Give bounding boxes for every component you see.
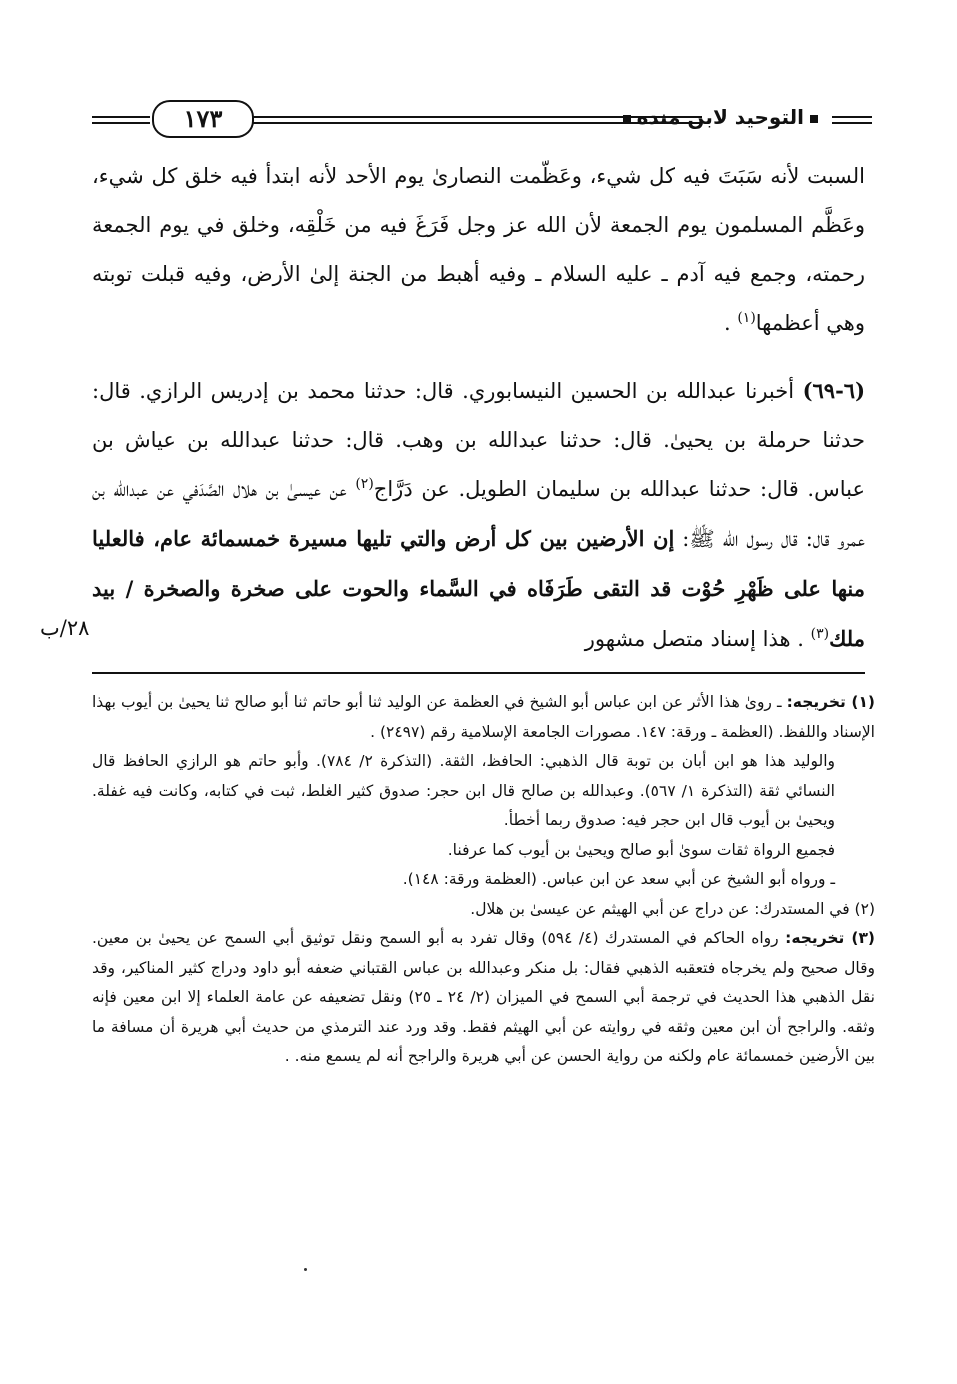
footnote-1-para-3: فجميع الرواة ثقات سوىٰ أبو صالح ويحيىٰ بن أيوب كما عرفنا. (447, 840, 835, 859)
footnote-1 (92, 688, 875, 895)
footnotes (92, 682, 875, 1072)
hadith-number: (٦-٦٩) (802, 378, 865, 403)
paragraph-1-end: . (723, 311, 738, 335)
footnote-1-para-2: والوليد هذا هو ابن أبان بن توبة قال الذهبي: الحافظ، الثقة. (التذكرة ٢/ ٧٨٤). وأبو حاتم هو الرازي الحافظ قال النسائي ثقة (التذكرة ١/ ٥٦٧). وعبدالله بن صالح قال ابن حجر: صدوق كثير الغلط، ثبت في كتابه، وكانت فيه غفلة. ويحيىٰ بن أيوب قال ابن حجر فيه: صدوق ربما أخطأ. (92, 752, 836, 829)
isnad-text-cont: عن عيسىٰ بن هلال الصَّدَفي عن عبدالله بن عمرو قال: قال رسول الله ﷺ: (92, 477, 866, 551)
footnote-1-text: ـ روىٰ هذا الأثر عن ابن عباس أبو الشيخ في العظمة عن الوليد ثنا أبو حاتم ثنا أبو صالح ثنا يحيىٰ بن أيوب بهذا الإسناد واللفظ. (العظمة ـ ورقة: ١٤٧. مصورات الجامعة الإسلامية رقم (٢٤٩٧) . (92, 693, 875, 741)
paragraph-2 (92, 366, 865, 664)
main-text (92, 152, 865, 664)
square-ornament-icon (623, 115, 631, 123)
book-title (617, 100, 824, 134)
footnote-1-label: (١) تخريجه: (786, 693, 875, 711)
page-number: ١٧٣ (152, 100, 254, 138)
header-rule-right (832, 116, 872, 124)
footnote-2: (٢) في المستدرك: عن دراج عن أبي الهيثم عن عيسىٰ بن هلال. (470, 899, 875, 918)
footnote-3-text: رواه الحاكم في المستدرك (٤/ ٥٩٤) وقال تفرد به أبو السمح ونقل توثيق أبي السمح عن يحيىٰ بن معين. وقال صحيح ولم يخرجاه فتعقبه الذهبي فقال: بل منكر وعبدالله بن عباس القتباني ضعفه أبو داود ودراج كثير المناكير، وقد نقل الذهبي هذا الحديث في ترجمة أبي السمح في الميزان (٢/ ٢٤ ـ ٢٥) ونقل تضعيفه عن عامة العلماء إلا ابن معين فإنه وثقه. والراجح أن ابن معين وثقه في روايته عن أبي الهيثم فقط. وقد ورد عند الترمذي من حديث أبي هريرة أن مسافة ما بين الأرضين خمسمائة عام ولكنه من رواية الحسن عن أبي هريرة والراجح أنه لم يسمع منه. . (92, 929, 875, 1065)
footnote-1-main (92, 688, 875, 747)
folio-marker: ٢٨/ب (40, 616, 90, 640)
footnote-3-label: (٣) تخريجه: (785, 929, 875, 947)
print-speck (304, 1268, 307, 1271)
footnote-ref-2: (٢) (355, 476, 374, 492)
book-title-text: التوحيد لابن منده (636, 105, 804, 129)
header-rule-left (92, 116, 150, 124)
footnote-1-para-4: ـ ورواه أبو الشيخ عن أبي سعد عن ابن عباس. (العظمة ورقة: ١٤٨). (402, 870, 835, 888)
footnote-3 (92, 924, 875, 1072)
footnote-divider (92, 672, 865, 674)
footnote-ref-3: (٣) (810, 626, 830, 642)
paragraph-1 (92, 152, 865, 348)
running-header (92, 96, 872, 140)
square-ornament-icon (810, 115, 818, 123)
hadith-matn: إن الأرضين بين كل أرض والتي تليها مسيرة خمسمائة عام، فالعليا منها على ظَهْرِ حُوْت قد التقى طَرَفَاه في السَّماء والحوت على صخرة والصخرة / بيد ملك (92, 526, 865, 651)
paragraph-1-text: السبت لأنه سَبَتَ فيه كل شيء، وعَظّمت النصارىٰ يوم الأحد لأنه ابتدأ فيه خلق كل شيء، وعَظَّم المسلمون يوم الجمعة لأن الله عز وجل فَرَغَ فيه من خَلْقِه، وخلق في يوم الجمعة رحمته، وجمع فيه آدم ـ عليه السلام ـ وفيه أهبط من الجنة إلىٰ الأرض، وفيه قبلت توبته وهي أعظمها (92, 164, 865, 335)
isnad-text: أخبرنا عبدالله بن الحسين النيسابوري. قال: حدثنا محمد بن إدريس الرازي. قال: حدثنا حرملة بن يحيىٰ. قال: حدثنا عبدالله بن وهب. قال: حدثنا عبدالله بن عياش بن عباس. قال: حدثنا عبدالله بن سليمان الطويل. عن دَرَّاج (92, 379, 865, 501)
isnad-comment: . هذا إسناد متصل مشهور (584, 627, 811, 651)
footnote-ref-1: (١) (737, 310, 756, 326)
